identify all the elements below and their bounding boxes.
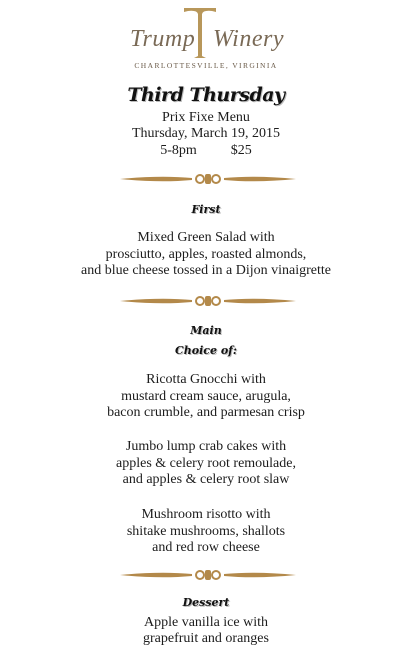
main-dish-line: bacon crumble, and parmesan crisp (107, 405, 305, 420)
dessert-line: grapefruit and oranges (143, 631, 269, 646)
winery-logo (0, 4, 412, 70)
event-time: 5-8pm (160, 143, 197, 158)
ornament-divider (120, 568, 296, 582)
logo-word-left: Trump (130, 26, 196, 52)
main-dish-line: and red row cheese (152, 540, 260, 555)
event-time-price (0, 143, 412, 160)
main-dish-line: shitake mushrooms, shallots (126, 524, 286, 539)
main-dish-line: Ricotta Gnocchi with (146, 372, 266, 387)
section-heading-main: Main (190, 324, 222, 337)
ornament-divider (120, 172, 296, 186)
section-heading-first: First (191, 203, 221, 216)
dessert-line: Apple vanilla ice with (143, 615, 269, 630)
main-dish-line: apples & celery root remoulade, (116, 456, 296, 471)
main-dish-line: Mushroom risotto with (141, 507, 271, 522)
event-price: $25 (230, 143, 252, 158)
main-choice-label: Choice of: (175, 344, 237, 357)
section-heading-dessert: Dessert (182, 596, 230, 609)
logo-location: CHARLOTTESVILLE, VIRGINIA (134, 61, 278, 70)
main-dish-line: and apples & celery root slaw (122, 472, 290, 487)
main-dish-line: Jumbo lump crab cakes with (125, 439, 287, 454)
first-line: prosciutto, apples, roasted almonds, (105, 247, 307, 262)
main-dish-line: mustard cream sauce, arugula, (121, 389, 291, 404)
event-date: Thursday, March 19, 2015 (131, 126, 280, 141)
first-line: and blue cheese tossed in a Dijon vinaigrette (81, 263, 331, 278)
ornament-divider (120, 294, 296, 308)
event-title: Third Thursday (127, 84, 285, 106)
first-line: Mixed Green Salad with (137, 230, 275, 245)
menu-type: Prix Fixe Menu (162, 110, 250, 125)
logo-word-right: Winery (213, 26, 284, 52)
